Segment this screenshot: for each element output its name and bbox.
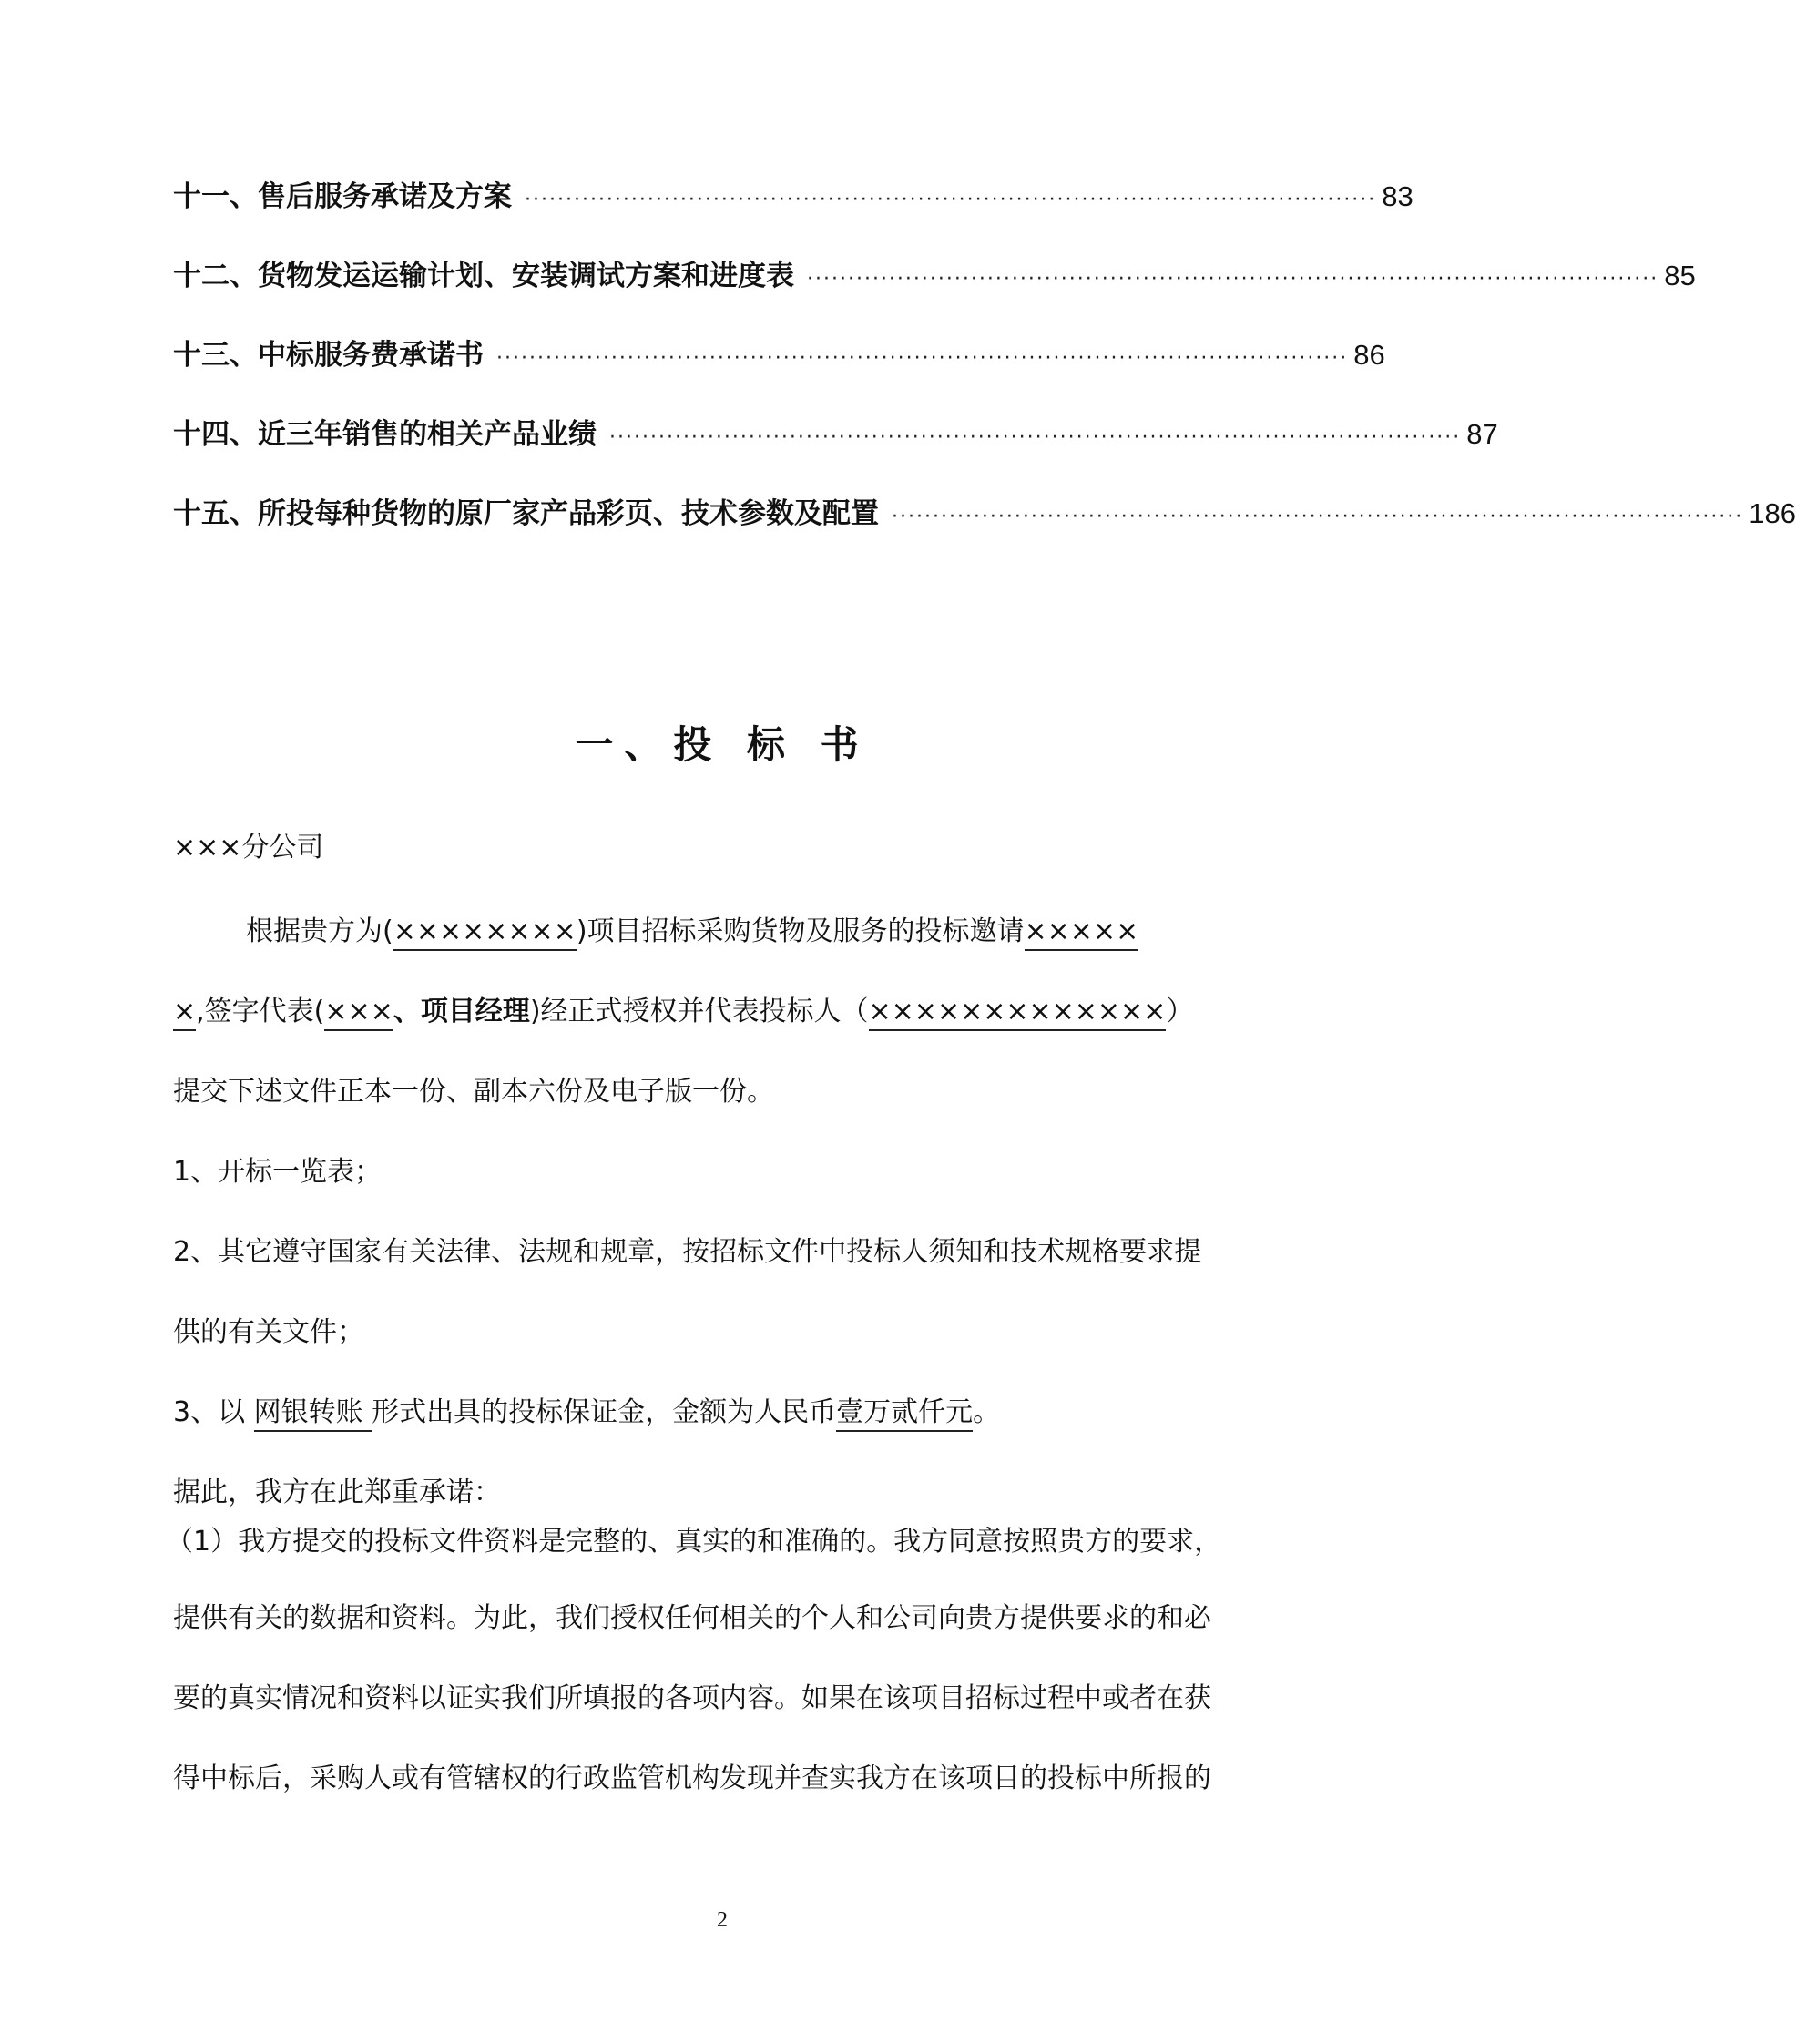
- toc-entry-page: 87: [1466, 418, 1498, 450]
- commitment-line: 得中标后，采购人或有管辖权的行政监管机构发现并查实我方在该项目的投标中所报的: [173, 1763, 1211, 1794]
- table-of-contents: [173, 173, 1796, 569]
- toc-entry[interactable]: [173, 173, 1413, 252]
- project-name-field: ××××××××: [393, 915, 577, 951]
- toc-entry-title: 十一、售后服务承诺及方案: [173, 180, 512, 213]
- section-title: 一、投 标 书: [575, 722, 870, 767]
- deposit-amount-field: 壹万贰仟元: [836, 1396, 973, 1432]
- list-item: [173, 1389, 1000, 1429]
- page-number: 2: [717, 1908, 728, 1932]
- toc-leader-dots: ········································································································: [525, 189, 1377, 211]
- toc-entry-title: 十二、货物发运运输计划、安装调试方案和进度表: [173, 260, 794, 292]
- list-item: 2、其它遵守国家有关法律、法规和规章，按招标文件中投标人须知和技术规格要求提: [173, 1236, 1202, 1268]
- invitation-number-field: ×: [173, 996, 196, 1031]
- toc-leader-dots: ········································································································: [892, 506, 1744, 528]
- commitment-line: 要的真实情况和资料以证实我们所填报的各项内容。如果在该项目招标过程中或者在获: [173, 1682, 1211, 1714]
- commitment-line: （1）我方提交的投标文件资料是完整的、真实的和准确的。我方同意按照贵方的要求，: [166, 1526, 1222, 1558]
- toc-entry-page: 86: [1353, 339, 1385, 371]
- toc-entry-page: 186: [1749, 497, 1796, 529]
- text-run: 、: [393, 996, 421, 1027]
- text-run: 根据贵方为(: [246, 915, 393, 947]
- toc-leader-dots: ········································································································: [496, 347, 1349, 370]
- commitment-intro: 据此，我方在此郑重承诺：: [173, 1477, 501, 1508]
- payment-form-field: 网银转账: [254, 1396, 372, 1432]
- text-run: )经正式授权并代表投标人（: [529, 996, 869, 1027]
- text-run: )项目招标采购货物及服务的投标邀请: [576, 915, 1025, 947]
- paragraph-line: [246, 908, 1138, 948]
- toc-entry-title: 十五、所投每种货物的原厂家产品彩页、技术参数及配置: [173, 497, 879, 530]
- invitation-number-field: ×××××: [1025, 915, 1139, 951]
- bidder-name-field: ×××××××××××××: [869, 996, 1167, 1031]
- paragraph-line: 提交下述文件正本一份、副本六份及电子版一份。: [173, 1076, 774, 1108]
- text-run: ,签字代表(: [196, 996, 325, 1027]
- toc-entry-title: 十三、中标服务费承诺书: [173, 339, 484, 372]
- text-run: 3、以: [173, 1396, 254, 1428]
- toc-entry[interactable]: [173, 490, 1796, 569]
- list-item: 1、开标一览表；: [173, 1156, 383, 1188]
- text-run: ）: [1166, 996, 1194, 1027]
- paragraph-line: [173, 988, 1193, 1028]
- addressee: ×××分公司: [173, 832, 324, 864]
- toc-entry[interactable]: [173, 252, 1696, 332]
- toc-leader-dots: ········································································································: [609, 426, 1462, 449]
- toc-entry-page: 85: [1664, 260, 1696, 291]
- toc-entry-page: 83: [1382, 180, 1413, 212]
- commitment-line: 提供有关的数据和资料。为此，我们授权任何相关的个人和公司向贵方提供要求的和必: [173, 1602, 1211, 1634]
- representative-title: 项目经理: [420, 996, 530, 1027]
- toc-entry[interactable]: [173, 332, 1385, 411]
- list-item-continuation: 供的有关文件；: [173, 1316, 364, 1348]
- toc-entry-title: 十四、近三年销售的相关产品业绩: [173, 418, 597, 451]
- toc-leader-dots: ········································································································: [807, 268, 1659, 291]
- text-run: 。: [973, 1396, 1001, 1428]
- representative-name-field: ×××: [324, 996, 393, 1031]
- text-run: 形式出具的投标保证金，金额为人民币: [372, 1396, 837, 1428]
- toc-entry[interactable]: [173, 411, 1498, 490]
